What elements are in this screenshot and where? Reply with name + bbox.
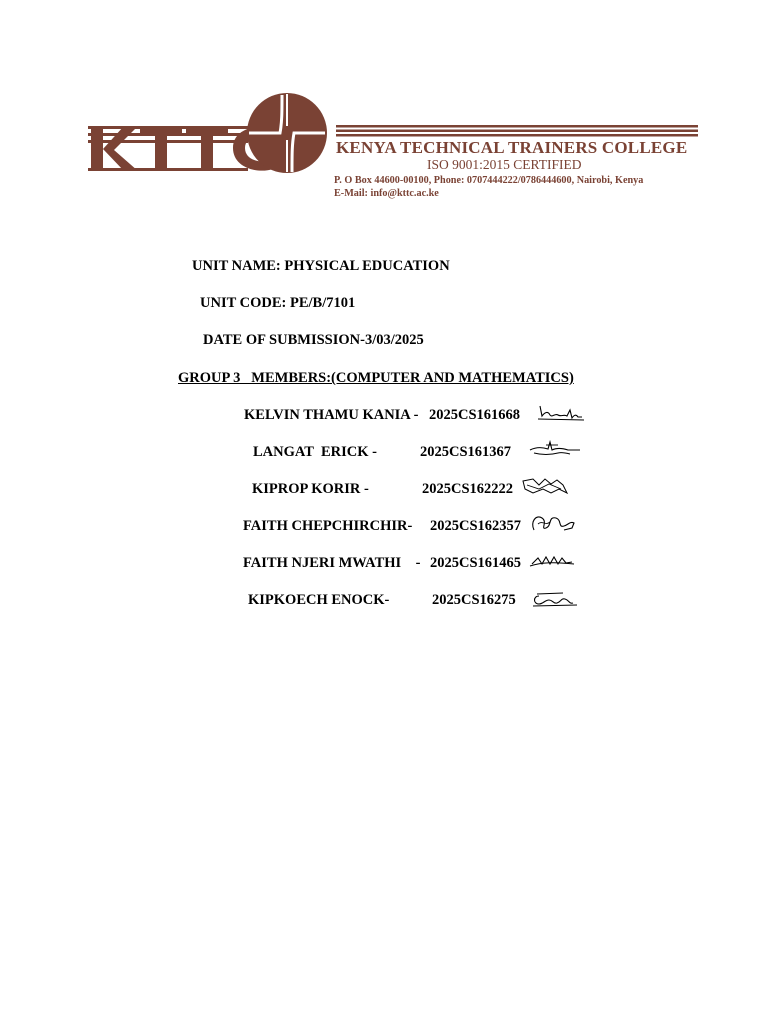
member-name: KELVIN THAMU KANIA -	[244, 407, 419, 423]
kttc-logo	[88, 92, 338, 204]
member-id: 2025CS162357	[430, 518, 522, 534]
member-id: 2025CS16275	[432, 592, 516, 608]
signature-icon	[519, 475, 571, 497]
college-address: P. O Box 44600-00100, Phone: 0707444222/0786444600, Nairobi, Kenya	[334, 175, 644, 186]
college-email: E-Mail: info@kttc.ac.ke	[334, 188, 439, 199]
letterhead-rules	[336, 125, 698, 137]
member-id: 2025CS161668	[429, 407, 521, 423]
member-name: KIPKOECH ENOCK-	[248, 592, 390, 608]
member-name: FAITH CHEPCHIRCHIR-	[243, 518, 413, 534]
signature-icon	[529, 588, 581, 610]
signature-icon	[528, 438, 580, 460]
iso-certification: ISO 9001:2015 CERTIFIED	[427, 157, 582, 172]
member-id: 2025CS161465	[430, 555, 522, 571]
member-name: FAITH NJERI MWATHI -	[243, 555, 421, 571]
member-name: KIPROP KORIR -	[252, 481, 369, 497]
college-name: KENYA TECHNICAL TRAINERS COLLEGE	[336, 138, 688, 157]
member-id: 2025CS161367	[420, 444, 512, 460]
date-of-submission: DATE OF SUBMISSION-3/03/2025	[203, 332, 424, 348]
unit-code: UNIT CODE: PE/B/7101	[200, 295, 356, 311]
member-name: LANGAT ERICK -	[253, 444, 377, 460]
member-id: 2025CS162222	[422, 481, 514, 497]
signature-icon	[536, 402, 588, 424]
group-heading: GROUP 3 MEMBERS:(COMPUTER AND MATHEMATICS)	[178, 370, 574, 386]
signature-icon	[528, 512, 580, 534]
unit-name: UNIT NAME: PHYSICAL EDUCATION	[192, 258, 450, 274]
signature-icon	[528, 550, 580, 572]
letterhead	[88, 92, 700, 204]
